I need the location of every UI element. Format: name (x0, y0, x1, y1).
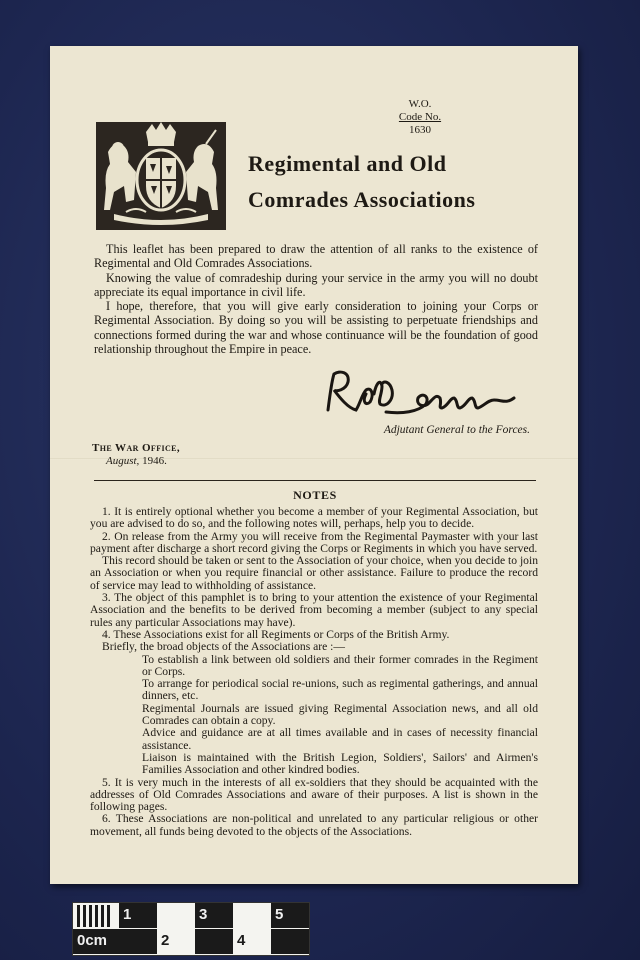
signatory-title: Adjutant General to the Forces. (383, 424, 530, 436)
scale-cell-5 (271, 903, 309, 928)
scale-cell-0 (73, 929, 119, 954)
title-line-1: Regimental and Old (248, 151, 447, 176)
scale-cell (271, 929, 309, 954)
object-item: To establish a link between old soldiers and their former comrades in the Regiment or Corps. (142, 652, 538, 678)
office-date (92, 455, 292, 468)
note-paragraph: 6. These Associations are non-political and unrelated to any particular religious or other movement, all funds being devoted to the objects of the Associations. (90, 812, 538, 838)
scale-bar (72, 902, 310, 956)
scale-cell-3 (195, 903, 233, 928)
code-line-number: 1630 (409, 124, 431, 136)
page-title (248, 146, 568, 218)
office-date-year: 1946. (139, 455, 167, 467)
scale-cell-1 (119, 903, 157, 928)
object-item: To arrange for periodical social re-unions, such as regimental gatherings, and annual dinners, etc. (142, 677, 538, 703)
leaflet-page (50, 46, 578, 884)
scale-label-4: 4 (237, 932, 246, 949)
scale-cell-4 (233, 929, 271, 954)
note-paragraph: This record should be taken or sent to the Association of your choice, when you decide to join an Association or when you require financial or other assistance. Failure to produce the record of service may lead to withholding of assistance. (90, 554, 538, 592)
issuing-office (92, 442, 292, 468)
notes-body (90, 506, 538, 838)
code-line-label: Code No. (398, 111, 442, 123)
scale-cell (111, 903, 119, 928)
office-date-month: August, (106, 455, 140, 467)
notes-heading: NOTES (293, 488, 337, 502)
scale-label-0: 0cm (77, 932, 108, 949)
scale-ticks (73, 903, 111, 928)
scale-cell (157, 903, 195, 928)
code-number-block (396, 98, 444, 137)
scale-cell (233, 903, 271, 928)
scale-label-2: 2 (161, 932, 170, 949)
object-item: Advice and guidance are at all times available and in cases of necessity financial assistance. (142, 726, 538, 752)
intro-paragraph: Knowing the value of comradeship during your service in the army you will no doubt appreciate its equal importance in civil life. (94, 270, 538, 299)
object-item: Regimental Journals are issued giving Regimental Association news, and all old Comrades can obtain a copy. (142, 701, 538, 728)
intro-paragraph: This leaflet has been prepared to draw the attention of all ranks to the existence of Regimental and Old Comrades Associations. (94, 242, 538, 271)
office-name: The War Office, (92, 442, 181, 454)
divider (94, 480, 536, 481)
note-paragraph: 5. It is very much in the interests of all ex-soldiers that they should be acquainted with the addresses of Old Comrades Associations and aware of their purposes. A list is shown in the following pages. (90, 775, 538, 814)
note-paragraph: 4. These Associations exist for all Regiments or Corps of the British Army. (102, 627, 450, 641)
scale-label-5: 5 (275, 906, 284, 923)
object-item: Liaison is maintained with the British Legion, Soldiers', Sailors' and Airmen's Families Association and other kindred bodies. (142, 750, 538, 777)
note-paragraph: 1. It is entirely optional whether you become a member of your Regimental Association, but you are advised to do so, and the following notes will, perhaps, help you to decide. (90, 505, 538, 531)
scale-label-1: 1 (123, 906, 132, 923)
note-paragraph: Briefly, the broad objects of the Associations are :— (102, 640, 345, 654)
intro-paragraph: I hope, therefore, that you will give early consideration to joining your Corps or Regimental Association. By doing so you will be assisting to perpetuate friendships and connections formed during the war and whose continuance will be the foundation of good relationship throughout the Empire in peace. (94, 299, 538, 357)
scale-cell (195, 929, 233, 954)
intro-text (94, 242, 538, 356)
scale-cell-2 (157, 929, 195, 954)
note-paragraph: 2. On release from the Army you will receive from the Regimental Paymaster with your last payment after discharge a short record giving the Corps or Regiments in which you have served. (90, 529, 538, 555)
handwritten-signature (322, 364, 528, 420)
title-line-2: Comrades Associations (248, 187, 476, 212)
scale-label-3: 3 (199, 906, 208, 923)
code-line-wo: W.O. (408, 98, 432, 110)
note-paragraph: 3. The object of this pamphlet is to bring to your attention the existence of your Regimental Association and the benefits to be derived from becoming a member (subject to any special rules any particular Associations may have). (90, 591, 538, 629)
royal-coat-of-arms-icon (96, 122, 226, 230)
scale-cell (119, 929, 157, 954)
